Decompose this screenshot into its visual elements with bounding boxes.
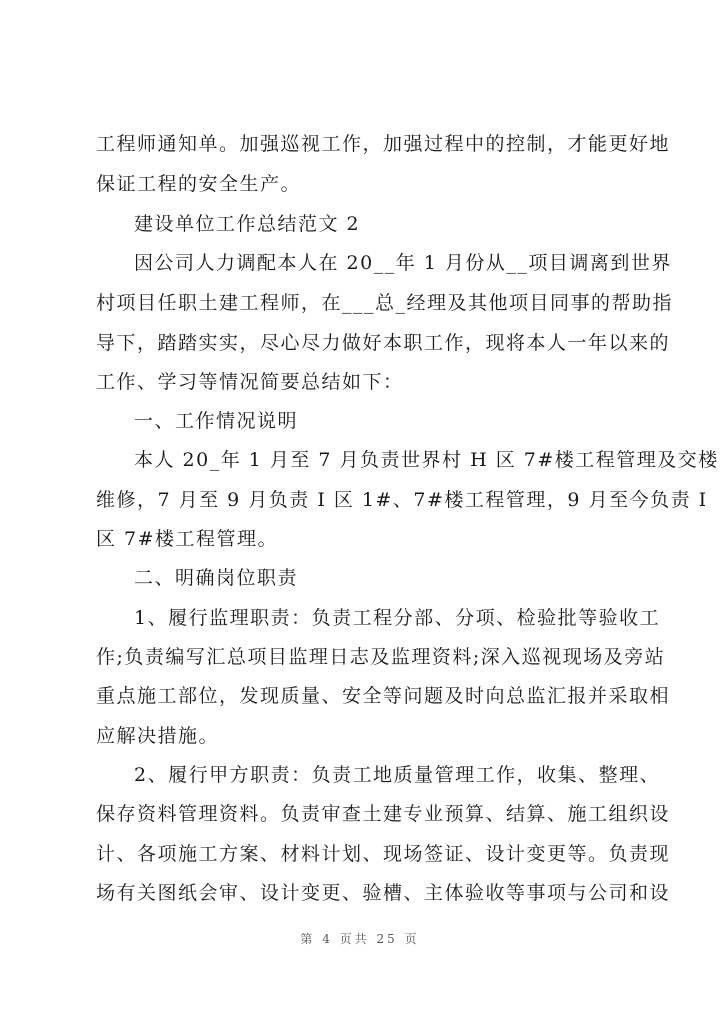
paragraph-line: 重点施工部位，发现质量、安全等问题及时向总监汇报并采取相	[96, 685, 671, 707]
paragraph-line: 保证工程的安全生产。	[96, 173, 302, 195]
section-heading: 二、明确岗位职责	[134, 567, 299, 589]
paragraph-line: 村项目任职土建工程师，在___总_经理及其他项目同事的帮助指	[96, 292, 674, 314]
paragraph-line: 作;负责编写汇总项目监理日志及监理资料;深入巡视现场及旁站	[96, 646, 666, 668]
section-heading: 建设单位工作总结范文 2	[134, 213, 361, 235]
page-number-footer: 第 4 页共 25 页	[300, 932, 420, 946]
paragraph-line: 导下，踏踏实实，尽心尽力做好本职工作，现将本人一年以来的	[96, 332, 671, 354]
paragraph-line: 1、履行监理职责：负责工程分部、分项、检验批等验收工	[134, 607, 661, 629]
paragraph-line: 因公司人力调配本人在 20__年 1 月份从__项目调离到世界	[134, 252, 672, 274]
paragraph-line: 工程师通知单。加强巡视工作，加强过程中的控制，才能更好地	[96, 133, 671, 155]
paragraph-line: 2、履行甲方职责：负责工地质量管理工作，收集、整理、	[134, 764, 661, 786]
paragraph-line: 本人 20_年 1 月至 7 月负责世界村 H 区 7#楼工程管理及交楼	[134, 449, 719, 471]
paragraph-line: 工作、学习等情况简要总结如下：	[96, 371, 404, 393]
paragraph-line: 应解决措施。	[96, 725, 220, 747]
paragraph-line: 场有关图纸会审、设计变更、验槽、主体验收等事项与公司和设	[96, 882, 671, 904]
section-heading: 一、工作情况说明	[134, 410, 299, 432]
paragraph-line: 保存资料管理资料。负责审查土建专业预算、结算、施工组织设	[96, 803, 671, 825]
paragraph-line: 计、各项施工方案、材料计划、现场签证、设计变更等。负责现	[96, 843, 671, 865]
paragraph-line: 维修，7 月至 9 月负责 I 区 1#、7#楼工程管理，9 月至今负责 I	[96, 489, 708, 511]
paragraph-line: 区 7#楼工程管理。	[96, 528, 279, 550]
